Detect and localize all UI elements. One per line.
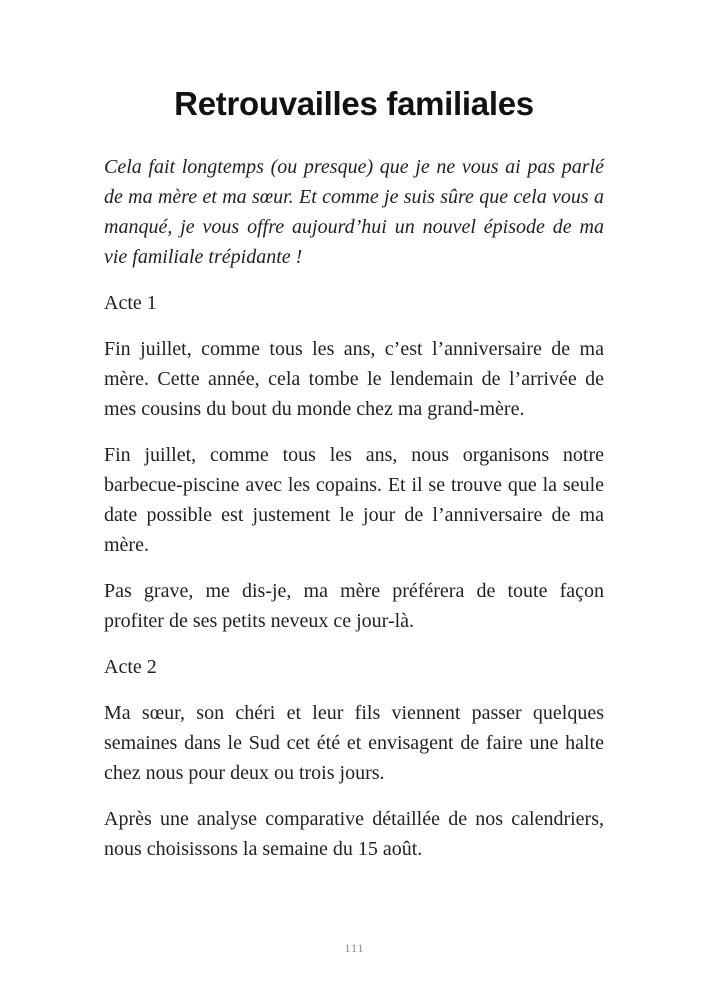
page-title: Retrouvailles familiales xyxy=(174,85,534,122)
act-heading: Acte 2 xyxy=(104,656,157,678)
page-number: 111 xyxy=(344,941,365,955)
body-paragraph: Ma sœur, son chéri et leur fils viennent passer quelques semaines dans le Sud cet été et envisagent de faire une halte chez nous pour deux ou trois jours. xyxy=(104,702,604,784)
body-paragraph: Fin juillet, comme tous les ans, nous organisons notre barbecue-piscine avec les copains. Et il se trouve que la seule date possible est justement le jour de l’anniversaire de ma mère. xyxy=(104,444,604,556)
intro-paragraph: Cela fait longtemps (ou presque) que je ne vous ai pas parlé de ma mère et ma sœur. Et comme je suis sûre que cela vous a manqué, je vous offre aujourd’hui un nouvel épisode de ma vie familiale trépidante ! xyxy=(104,156,604,268)
body-paragraph: Pas grave, me dis-je, ma mère préférera de toute façon profiter de ses petits neveux ce jour-là. xyxy=(104,580,604,632)
body-paragraph: Fin juillet, comme tous les ans, c’est l’anniversaire de ma mère. Cette année, cela tombe le lendemain de l’arrivée de mes cousins du bout du monde chez ma grand-mère. xyxy=(104,338,604,420)
page-content xyxy=(104,80,604,880)
body-paragraph: Après une analyse comparative détaillée de nos calendriers, nous choisissons la semaine du 15 août. xyxy=(104,808,604,860)
act-heading: Acte 1 xyxy=(104,292,157,314)
